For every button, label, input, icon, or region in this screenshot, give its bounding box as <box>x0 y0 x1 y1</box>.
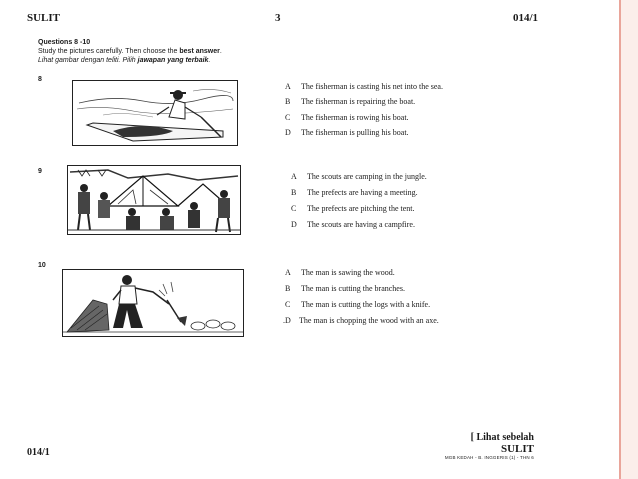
option-text: The man is sawing the wood. <box>301 268 395 277</box>
option-text: The fisherman is rowing his boat. <box>301 113 409 122</box>
footer-lihat-sebelah: [ Lihat sebelah <box>470 432 534 443</box>
option-text: The fisherman is pulling his boat. <box>301 128 409 137</box>
option-letter: C <box>291 204 297 213</box>
question-9-option-c[interactable] <box>291 204 415 213</box>
option-letter: C <box>285 113 291 122</box>
instructions-english-suffix: . <box>219 48 222 55</box>
question-10-option-a[interactable] <box>285 268 395 277</box>
option-text: The scouts are camping in the jungle. <box>307 172 427 181</box>
footer-sulit: SULIT <box>500 443 534 455</box>
scouts-camp-icon <box>68 166 240 234</box>
option-letter: D <box>285 128 291 137</box>
question-8-option-d[interactable] <box>285 128 409 137</box>
option-letter: C <box>285 300 291 309</box>
option-text: The man is cutting the logs with a knife. <box>301 300 431 309</box>
question-9-option-b[interactable] <box>291 188 418 197</box>
question-10-picture <box>62 269 244 337</box>
question-number-9: 9 <box>38 168 42 175</box>
option-text: The fisherman is casting his net into the sea. <box>301 82 443 91</box>
question-8-picture <box>72 80 238 146</box>
fisherman-boat-icon <box>73 81 237 145</box>
option-letter: D <box>291 220 297 229</box>
question-9-picture <box>67 165 241 235</box>
header-page-number: 3 <box>275 12 281 24</box>
question-8-option-b[interactable] <box>285 97 415 106</box>
question-number-8: 8 <box>38 76 42 83</box>
option-letter: .D <box>283 316 291 325</box>
option-text: The man is chopping the wood with an axe. <box>299 316 439 325</box>
option-text: The fisherman is repairing the boat. <box>301 97 416 106</box>
instructions-malay-bold: jawapan yang terbaik <box>137 57 209 64</box>
instructions-malay-suffix: . <box>208 57 211 64</box>
option-text: The prefects are pitching the tent. <box>307 204 415 213</box>
question-8-option-a[interactable] <box>285 82 443 91</box>
header-sulit: SULIT <box>27 12 61 24</box>
instructions-english <box>38 47 222 56</box>
question-10-option-c[interactable] <box>285 300 430 309</box>
option-letter: A <box>285 82 291 91</box>
option-letter: A <box>285 268 291 277</box>
question-number-10: 10 <box>38 262 46 269</box>
option-letter: B <box>285 284 291 293</box>
question-8-option-c[interactable] <box>285 113 409 122</box>
option-letter: A <box>291 172 297 181</box>
instructions-english-prefix: Study the pictures carefully. Then choose the <box>38 48 180 55</box>
option-letter: B <box>291 188 297 197</box>
man-chopping-wood-icon <box>63 270 243 336</box>
option-text: The scouts are having a campfire. <box>307 220 415 229</box>
page-edge-strip <box>621 0 638 479</box>
option-letter: B <box>285 97 291 106</box>
question-10-option-b[interactable] <box>285 284 405 293</box>
question-10-option-d[interactable] <box>283 316 439 325</box>
question-9-option-d[interactable] <box>291 220 415 229</box>
option-text: The man is cutting the branches. <box>301 284 405 293</box>
header-paper-code: 014/1 <box>513 12 539 24</box>
footer-school-code: MGB KEDAH - B. INGGERIS (1) - THN 6 <box>444 455 534 460</box>
question-9-option-a[interactable] <box>291 172 427 181</box>
footer-right-block <box>445 432 534 460</box>
instructions <box>38 38 222 65</box>
instructions-title: Questions 8 -10 <box>38 39 91 46</box>
instructions-malay <box>38 56 222 65</box>
option-text: The prefects are having a meeting. <box>307 188 418 197</box>
instructions-english-bold: best answer <box>179 48 220 55</box>
instructions-malay-prefix: Lihat gambar dengan teliti. Pilih <box>38 57 138 64</box>
footer-paper-code: 014/1 <box>27 447 50 458</box>
